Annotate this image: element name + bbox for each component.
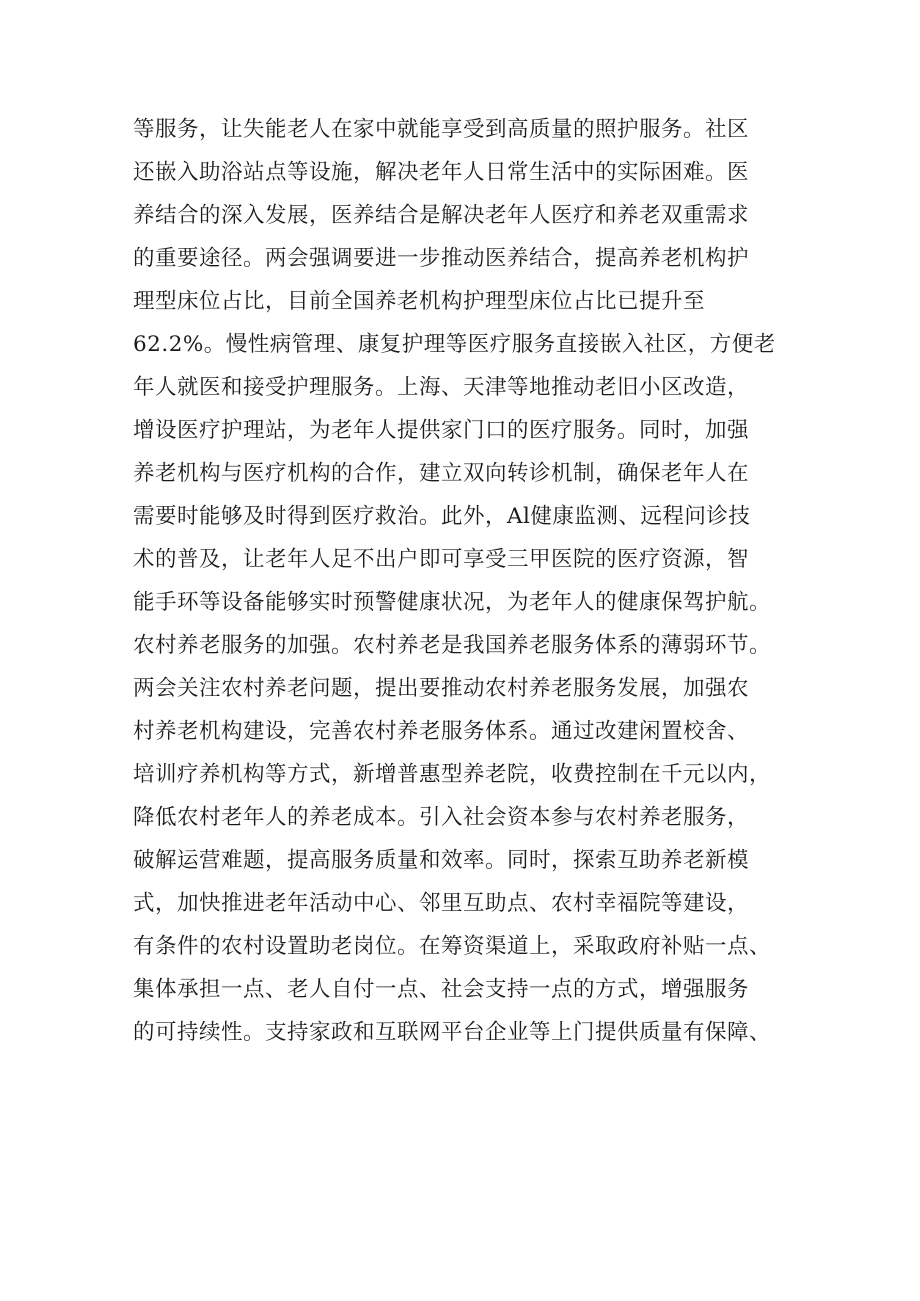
text-line: 等服务，让失能老人在家中就能享受到高质量的照护服务。社区 bbox=[133, 117, 750, 142]
text-line: 的可持续性。支持家政和互联网平台企业等上门提供质量有保障、 bbox=[133, 1020, 772, 1045]
text-line: 降低农村老年人的养老成本。引入社会资本参与农村养老服务， bbox=[133, 805, 750, 830]
text-line: 术的普及，让老年人足不出户即可享受三甲医院的医疗资源，智 bbox=[133, 547, 750, 572]
text-line: 的重要途径。两会强调要进一步推动医养结合，提高养老机构护 bbox=[133, 246, 750, 271]
text-line: 还嵌入助浴站点等设施，解决老年人日常生活中的实际困难。医 bbox=[133, 160, 750, 185]
text-line: 增设医疗护理站，为老年人提供家门口的医疗服务。同时，加强 bbox=[133, 418, 750, 443]
text-line: 破解运营难题，提高服务质量和效率。同时，探索互助养老新模 bbox=[133, 848, 750, 873]
text-line: 需要时能够及时得到医疗救治。此外，Al健康监测、远程问诊技 bbox=[133, 504, 751, 529]
text-line: 年人就医和接受护理服务。上海、天津等地推动老旧小区改造， bbox=[133, 375, 750, 400]
text-line: 能手环等设备能够实时预警健康状况，为老年人的健康保驾护航。 bbox=[133, 590, 772, 615]
text-line: 村养老机构建设，完善农村养老服务体系。通过改建闲置校舍、 bbox=[133, 719, 750, 744]
text-line: 养结合的深入发展，医养结合是解决老年人医疗和养老双重需求 bbox=[133, 203, 750, 228]
body-text bbox=[133, 108, 813, 1054]
text-line: 两会关注农村养老问题，提出要推动农村养老服务发展，加强农 bbox=[133, 676, 750, 701]
text-line: 培训疗养机构等方式，新增普惠型养老院，收费控制在千元以内， bbox=[133, 762, 772, 787]
text-line: 农村养老服务的加强。农村养老是我国养老服务体系的薄弱环节。 bbox=[133, 633, 772, 658]
text-line: 式，加快推进老年活动中心、邻里互助点、农村幸福院等建设， bbox=[133, 891, 750, 916]
text-line: 有条件的农村设置助老岗位。在筹资渠道上，采取政府补贴一点、 bbox=[133, 934, 772, 959]
text-line: 理型床位占比，目前全国养老机构护理型床位占比已提升至 bbox=[133, 289, 706, 314]
text-line: 养老机构与医疗机构的合作，建立双向转诊机制，确保老年人在 bbox=[133, 461, 750, 486]
text-line: 集体承担一点、老人自付一点、社会支持一点的方式，增强服务 bbox=[133, 977, 750, 1002]
text-line: 62.2%。慢性病管理、康复护理等医疗服务直接嵌入社区，方便老 bbox=[133, 332, 776, 357]
